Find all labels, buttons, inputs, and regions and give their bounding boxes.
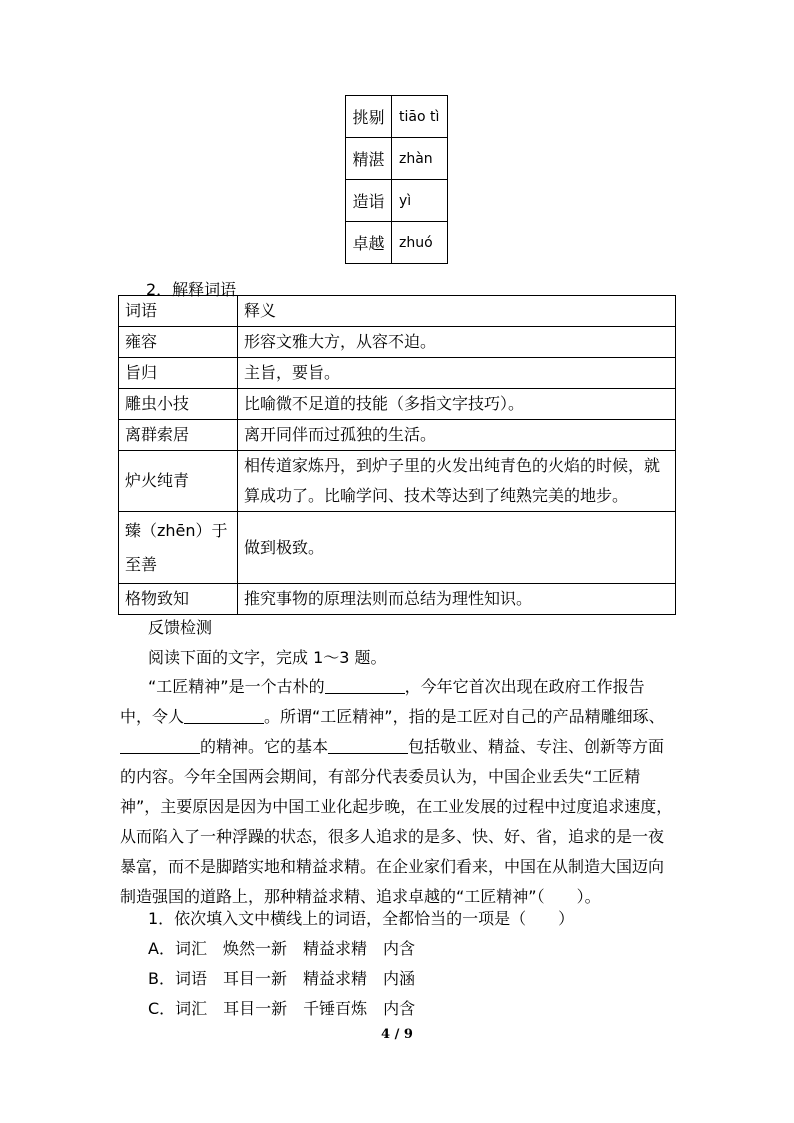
table-row <box>119 420 676 451</box>
page-number: 4 / 9 <box>381 1027 413 1042</box>
passage-text: ，今年它首次出现在政府工作报告中，令人 <box>120 677 645 726</box>
pinyin-reading: yì <box>392 180 448 222</box>
meaning-cell <box>238 451 676 512</box>
answer-blank <box>184 707 264 724</box>
pinyin-word: 卓越 <box>346 222 392 264</box>
pinyin-reading: zhuó <box>392 222 448 264</box>
option-c: C．词汇 耳目一新 千锤百炼 内含 <box>148 999 416 1018</box>
answer-blank <box>325 677 405 694</box>
meaning-cell: 做到极致。 <box>238 512 676 584</box>
table-row <box>119 358 676 389</box>
pinyin-reading: tiāo tì <box>392 96 448 138</box>
table-row <box>119 512 676 584</box>
term-cell: 格物致知 <box>119 584 238 615</box>
table-row <box>119 327 676 358</box>
option-b: B．词语 耳目一新 精益求精 内涵 <box>148 969 415 988</box>
passage-text: 的精神。它的基本 <box>200 737 329 756</box>
term-line: 至善 <box>125 554 158 574</box>
term-cell: 雕虫小技 <box>119 389 238 420</box>
table-row <box>346 222 448 264</box>
section-heading: 2．解释词语 <box>146 280 237 299</box>
feedback-heading: 反馈检测 <box>148 618 213 637</box>
pinyin-reading: zhàn <box>392 138 448 180</box>
passage-text: “工匠精神”是一个古朴的 <box>148 677 325 696</box>
table-header-row <box>119 296 676 327</box>
table-row <box>119 584 676 615</box>
term-cell: 雍容 <box>119 327 238 358</box>
table-row <box>346 180 448 222</box>
passage-text: 。所谓“工匠精神”，指的是工匠对自己的产品精雕细琢、 <box>264 707 665 726</box>
table-row <box>119 389 676 420</box>
pinyin-word: 精湛 <box>346 138 392 180</box>
pinyin-word: 挑剔 <box>346 96 392 138</box>
pinyin-table <box>345 95 448 264</box>
header-term: 词语 <box>119 296 238 327</box>
term-cell: 炉火纯青 <box>119 451 238 512</box>
definitions-table <box>118 295 676 615</box>
meaning-cell: 比喻微不足道的技能（多指文字技巧）。 <box>238 389 676 420</box>
term-cell: 离群索居 <box>119 420 238 451</box>
answer-blank <box>328 737 408 754</box>
reading-intro: 阅读下面的文字，完成 1～3 题。 <box>148 648 387 667</box>
table-row <box>346 96 448 138</box>
meaning-cell: 形容文雅大方，从容不迫。 <box>238 327 676 358</box>
passage <box>120 672 676 912</box>
meaning-line: 算成功了。比喻学问、技术等达到了纯熟完美的地步。 <box>244 486 629 505</box>
pinyin-word: 造诣 <box>346 180 392 222</box>
meaning-line: 相传道家炼丹，到炉子里的火发出纯青色的火焰的时候，就 <box>244 456 661 475</box>
meaning-cell: 推究事物的原理法则而总结为理性知识。 <box>238 584 676 615</box>
term-cell: 旨归 <box>119 358 238 389</box>
table-row <box>119 451 676 512</box>
answer-blank <box>120 737 200 754</box>
meaning-cell: 主旨，要旨。 <box>238 358 676 389</box>
meaning-cell: 离开同伴而过孤独的生活。 <box>238 420 676 451</box>
passage-text: 包括敬业、精益、专注、创新等方面的内容。今年全国两会期间，有部分代表委员认为，中国企业丢失“工匠精神”，主要原因是因为中国工业化起步晚，在工业发展的过程中过度追求速度，从而陷入了一种浮躁的状态，很多人追求的是多、快、好、省，追求的是一夜暴富，而不是脚踏实地和精益求精。在企业家们看来，中国在从制造大国迈向制造强国的道路上，那种精益求精、追求卓越的“工匠精神”（ ）。 <box>120 737 673 906</box>
question-1: 1．依次填入文中横线上的词语，全都恰当的一项是（ ） <box>148 909 575 928</box>
term-line: 臻（zhēn）于 <box>125 520 228 540</box>
option-a: A．词汇 焕然一新 精益求精 内含 <box>148 939 415 958</box>
term-cell <box>119 512 238 584</box>
table-row <box>346 138 448 180</box>
header-meaning: 释义 <box>238 296 676 327</box>
